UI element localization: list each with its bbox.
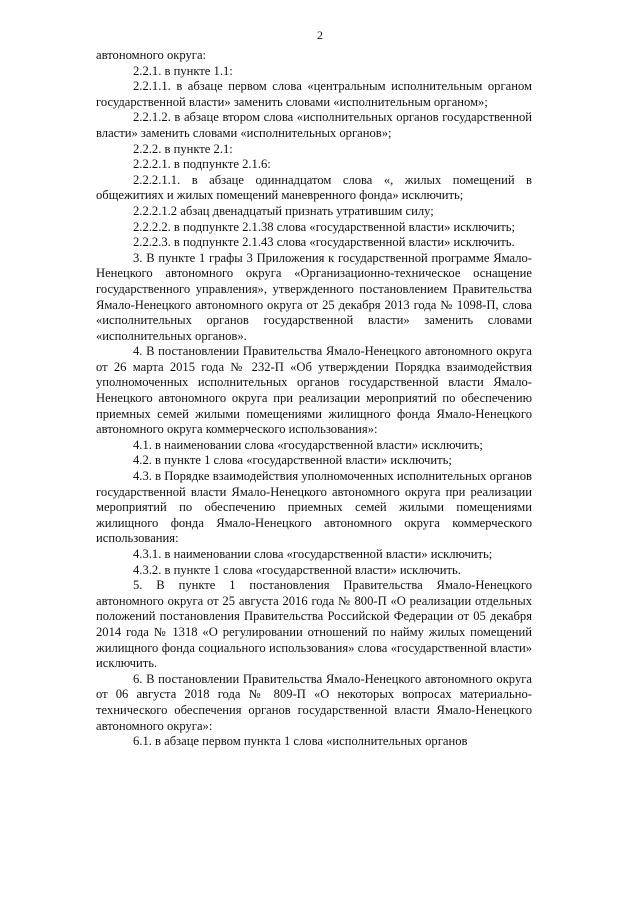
paragraph: 3. В пункте 1 графы 3 Приложения к государственной программе Ямало-Ненецкого автономного округа «Организационно-техническое оснащение государственного управления», утвержденного постановлением Правительства Ямало-Ненецкого автономного округа от 25 декабря 2013 года № 1098-П, слова «исполнительных органов государственной власти» заменить словами «исполнительных органов».	[96, 250, 532, 343]
paragraph: 6.1. в абзаце первом пункта 1 слова «исполнительных органов	[133, 734, 468, 749]
page-number: 2	[317, 28, 323, 42]
paragraph: 4.3.2. в пункте 1 слова «государственной власти» исключить.	[133, 562, 461, 577]
paragraph: 4.2. в пункте 1 слова «государственной власти» исключить;	[133, 453, 452, 468]
paragraph: автономного округа:	[96, 48, 207, 62]
paragraph: 4.3. в Порядке взаимодействия уполномоченных исполнительных органов государственной власти Ямало-Ненецкого автономного округа при реализации мероприятий по обеспечению приемных семей жилыми помещениями жилищного фонда Ямало-Ненецкого автономного округа коммерческого использования:	[96, 469, 532, 546]
paragraph: 6. В постановлении Правительства Ямало-Ненецкого автономного округа от 06 августа 2018 года № 809-П «О некоторых вопросах материально-технического обеспечения органов государственной власти Ямало-Ненецкого автономного округа»:	[96, 671, 532, 733]
paragraph: 2.2.2.1.2 абзац двенадцатый признать утратившим силу;	[133, 203, 434, 218]
paragraph: 2.2.2.2. в подпункте 2.1.38 слова «государственной власти» исключить;	[133, 219, 516, 234]
paragraph: 4. В постановлении Правительства Ямало-Ненецкого автономного округа от 26 марта 2015 года № 232-П «Об утверждении Порядка взаимодействия уполномоченных исполнительных органов государственной власти Ямало-Ненецкого автономного округа при реализации мероприятий по обеспечению приемных семей жилыми помещениями жилищного фонда Ямало-Ненецкого автономного округа коммерческого использования»:	[96, 344, 532, 437]
paragraph: 2.2.1.1. в абзаце первом слова «центральным исполнительным органом государственной власти» заменить словами «исполнительным органом»;	[96, 79, 532, 109]
paragraph: 5. В пункте 1 постановления Правительства Ямало-Ненецкого автономного округа от 25 августа 2016 года № 800-П «О реализации отдельных положений постановления Правительства Российской Федерации от 05 декабря 2014 года № 1318 «О регулировании отношений по найму жилых помещений жилищного фонда социального использования» слова «государственной власти» исключить.	[96, 578, 532, 671]
paragraph: 4.3.1. в наименовании слова «государственной власти» исключить;	[133, 547, 493, 561]
paragraph: 2.2.2.3. в подпункте 2.1.43 слова «государственной власти» исключить.	[133, 235, 515, 250]
paragraph: 2.2.1. в пункте 1.1:	[133, 63, 233, 78]
paragraph: 2.2.2.1. в подпункте 2.1.6:	[133, 157, 271, 172]
paragraph: 4.1. в наименовании слова «государственной власти» исключить;	[133, 437, 483, 452]
paragraph: 2.2.2. в пункте 2.1:	[133, 141, 233, 156]
paragraph: 2.2.1.2. в абзаце втором слова «исполнительных органов государственной власти» заменить словами «исполнительных органов»;	[96, 110, 532, 140]
paragraph: 2.2.2.1.1. в абзаце одиннадцатом слова «, жилых помещений в общежитиях и жилых помещений маневренного фонда» исключить;	[96, 172, 532, 203]
document-body	[96, 48, 532, 750]
